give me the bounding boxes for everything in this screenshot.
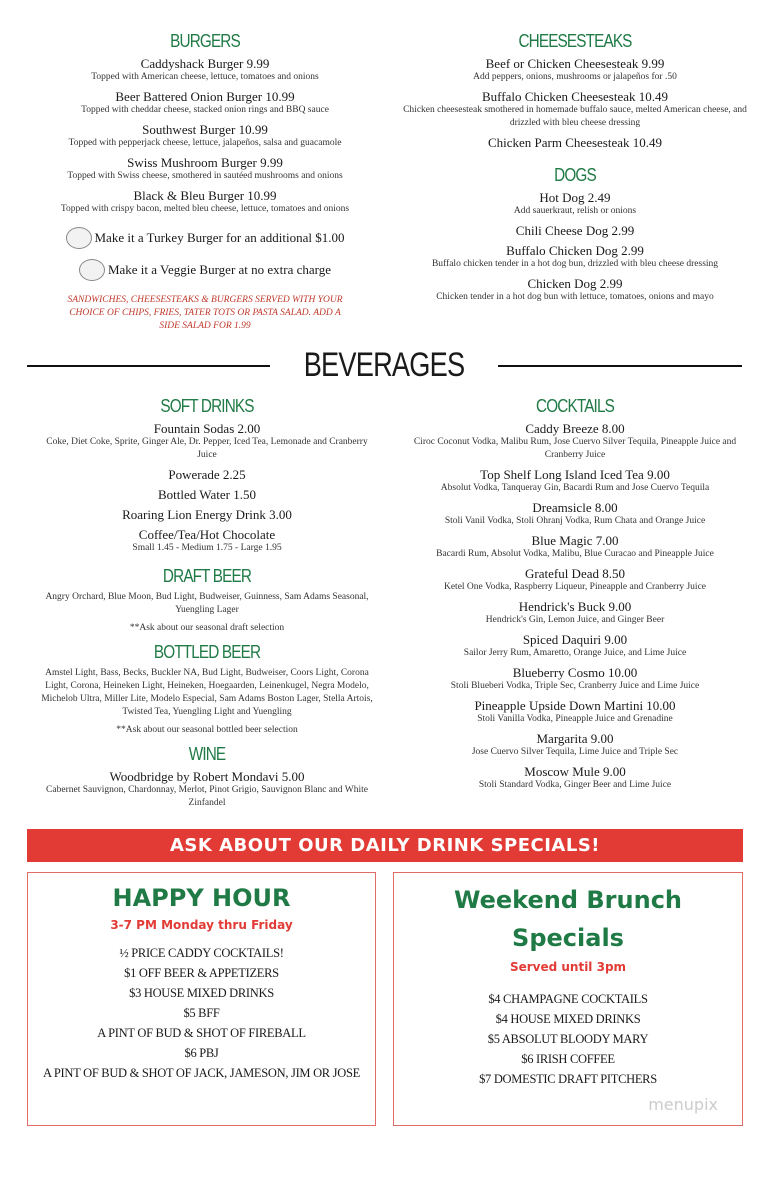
bottled-beer-section: [37, 641, 377, 737]
section-title: BURGERS: [170, 31, 240, 51]
item-name: Buffalo Chicken Cheesesteak 10.49: [481, 89, 669, 104]
item-description: Chicken cheesesteak smothered in homemade buffalo sauce, melted American cheese, and drizzled with bleu cheese dressing: [403, 105, 747, 128]
item-description: Topped with cheddar cheese, stacked onion rings and BBQ sauce: [81, 105, 329, 115]
happy-hour-box: [27, 872, 376, 1126]
divider-right: [498, 365, 742, 367]
burgers-section: [20, 30, 390, 333]
brunch-box: [393, 872, 743, 1126]
item-description: Amstel Light, Bass, Becks, Buckler NA, Bud Light, Budweiser, Coors Light, Corona Light, Corona, Heineken Light, Heineken, Hoegaarden, Leinenkugel, Negra Modelo, Michelob Ultra, Miller Lite, Modelo Especial, Sam Adams Boston Lager, Stella Artois, Twisted Tea, Yuengling Light and Yuengling: [41, 668, 373, 717]
wine-section: [37, 743, 377, 810]
section-title: WINE: [188, 744, 226, 764]
menu-item: [405, 731, 745, 759]
food-right-column: [400, 30, 750, 309]
turkey-icon: [66, 227, 92, 249]
menu-item: [405, 599, 745, 627]
item-name: Swiss Mushroom Burger 9.99: [127, 155, 283, 170]
item-name: Margarita 9.00: [536, 731, 614, 746]
item-description: Jose Cuervo Silver Tequila, Lime Juice and Triple Sec: [471, 747, 679, 757]
turkey-text: Make it a Turkey Burger for an additional $1.00: [94, 230, 345, 245]
item-description: Cabernet Sauvignon, Chardonnay, Merlot, Pinot Grigio, Sauvignon Blanc and White Zinfandel: [46, 785, 368, 808]
item-description: Bacardi Rum, Absolut Vodka, Malibu, Blue Curacao and Pineapple Juice: [436, 549, 714, 559]
menu-item: [20, 89, 390, 117]
item-name: Fountain Sodas 2.00: [153, 421, 261, 436]
menu-item: [405, 566, 745, 594]
item-description: Stoli Standard Vodka, Ginger Beer and Lime Juice: [478, 780, 672, 790]
special-line: $6 PBJ: [184, 1046, 219, 1060]
menu-item: [400, 190, 750, 218]
menu-item: [400, 56, 750, 84]
brunch-title: Weekend Brunch Specials: [454, 886, 682, 952]
menu-item: [405, 421, 745, 462]
menu-item: [37, 527, 377, 555]
item-name: Moscow Mule 9.00: [524, 764, 626, 779]
menu-item: [405, 533, 745, 561]
vegetables-icon: [79, 259, 105, 281]
special-line: $6 IRISH COFFEE: [521, 1052, 615, 1066]
beverages-title: BEVERAGES: [303, 346, 465, 384]
menu-item: [400, 243, 750, 271]
food-area: [0, 0, 768, 333]
item-description: Sailor Jerry Rum, Amaretto, Orange Juice, and Lime Juice: [463, 648, 687, 658]
specials-boxes: [27, 872, 768, 1126]
item-name: Blueberry Cosmo 10.00: [512, 665, 638, 680]
beverages-area: [0, 395, 768, 815]
menu-item: [20, 56, 390, 84]
item-name: Chicken Dog 2.99: [527, 276, 623, 291]
item-name: Roaring Lion Energy Drink 3.00: [122, 507, 292, 522]
special-line: $4 CHAMPAGNE COCKTAILS: [488, 992, 648, 1006]
menu-item: [405, 665, 745, 693]
menu-item: [405, 467, 745, 495]
item-name: Beef or Chicken Cheesesteak 9.99: [485, 56, 665, 71]
item-description: Small 1.45 - Medium 1.75 - Large 1.95: [132, 543, 282, 553]
item-name: Caddyshack Burger 9.99: [140, 56, 270, 71]
menu-item: [37, 724, 377, 737]
special-line: A PINT OF BUD & SHOT OF JACK, JAMESON, JIM OR JOSE: [43, 1066, 360, 1080]
item-name: Hendrick's Buck 9.00: [518, 599, 632, 614]
item-description: Stoli Vanilla Vodka, Pineapple Juice and Grenadine: [477, 714, 673, 724]
veggie-text: Make it a Veggie Burger at no extra charge: [107, 262, 332, 277]
item-description: Add sauerkraut, relish or onions: [513, 206, 637, 216]
special-line: ½ PRICE CADDY COCKTAILS!: [119, 946, 284, 960]
section-title: DRAFT BEER: [162, 566, 252, 586]
menu-item: [20, 155, 390, 183]
section-title: COCKTAILS: [536, 396, 614, 416]
item-description: **Ask about our seasonal draft selection: [129, 623, 285, 633]
item-name: Buffalo Chicken Dog 2.99: [506, 243, 644, 258]
cheesesteaks-section: [400, 30, 750, 150]
special-line: $1 OFF BEER & APPETIZERS: [124, 966, 279, 980]
item-name: Southwest Burger 10.99: [142, 122, 268, 137]
item-name: Beer Battered Onion Burger 10.99: [115, 89, 295, 104]
menu-item: [37, 769, 377, 810]
item-description: Ciroc Coconut Vodka, Malibu Rum, Jose Cuervo Silver Tequila, Pineapple Juice and Cranberry Juice: [413, 437, 737, 460]
menu-item: [400, 223, 750, 238]
menu-item: [37, 421, 377, 462]
item-description: Topped with Swiss cheese, smothered in sautéed mushrooms and onions: [67, 171, 343, 181]
dogs-section: [400, 164, 750, 304]
section-title: DOGS: [554, 165, 596, 185]
item-description: **Ask about our seasonal bottled beer selection: [116, 725, 298, 735]
item-description: Add peppers, onions, mushrooms or jalapeños for .50: [473, 72, 677, 82]
sides-note: SANDWICHES, CHEESESTEAKS & BURGERS SERVED WITH YOUR CHOICE OF CHIPS, FRIES, TATER TOTS OR PASTA SALAD. ADD A SIDE SALAD FOR 1.99: [67, 295, 343, 331]
item-description: Topped with pepperjack cheese, lettuce, jalapeños, salsa and guacamole: [68, 138, 342, 148]
draft-beer-section: [37, 565, 377, 635]
special-line: $3 HOUSE MIXED DRINKS: [129, 986, 274, 1000]
special-line: $5 ABSOLUT BLOODY MARY: [487, 1032, 649, 1046]
cocktails-section: [405, 395, 745, 792]
item-description: Chicken tender in a hot dog bun with lettuce, tomatoes, onions and mayo: [436, 292, 714, 302]
turkey-burger-option: [20, 222, 390, 254]
item-name: Powerade 2.25: [168, 467, 246, 482]
menu-item: [20, 188, 390, 216]
happy-hour-subtitle: 3-7 PM Monday thru Friday: [110, 918, 293, 932]
item-description: Ketel One Vodka, Raspberry Liqueur, Pineapple and Cranberry Juice: [443, 582, 707, 592]
happy-hour-title: HAPPY HOUR: [112, 884, 291, 912]
menu-item: [400, 276, 750, 304]
item-description: Buffalo chicken tender in a hot dog bun, drizzled with bleu cheese dressing: [431, 259, 719, 269]
daily-specials-banner: ASK ABOUT OUR DAILY DRINK SPECIALS!: [27, 829, 743, 862]
item-name: Caddy Breeze 8.00: [525, 421, 625, 436]
section-title: BOTTLED BEER: [153, 642, 261, 662]
watermark: menupix: [648, 1095, 718, 1114]
menu-item: [37, 507, 377, 522]
menu-item: [37, 667, 377, 719]
item-description: Topped with American cheese, lettuce, tomatoes and onions: [91, 72, 319, 82]
menu-item: [20, 122, 390, 150]
menu-item: [37, 487, 377, 502]
menu-item: [405, 698, 745, 726]
item-name: Grateful Dead 8.50: [525, 566, 625, 581]
item-name: Blue Magic 7.00: [531, 533, 619, 548]
menu-item: [405, 500, 745, 528]
beverages-header: [0, 343, 768, 395]
special-line: $5 BFF: [183, 1006, 220, 1020]
beverages-right-column: [405, 395, 745, 797]
veggie-burger-option: [20, 254, 390, 286]
brunch-subtitle: Served until 3pm: [509, 960, 627, 974]
item-name: Top Shelf Long Island Iced Tea 9.00: [480, 467, 670, 482]
special-line: A PINT OF BUD & SHOT OF FIREBALL: [97, 1026, 306, 1040]
menu-item: [405, 632, 745, 660]
item-description: Stoli Vanil Vodka, Stoli Ohranj Vodka, Rum Chata and Orange Juice: [444, 516, 706, 526]
item-description: Hendrick's Gin, Lemon Juice, and Ginger Beer: [485, 615, 665, 625]
item-name: Spiced Daquiri 9.00: [522, 632, 628, 647]
item-name: Black & Bleu Burger 10.99: [133, 188, 277, 203]
section-title: CHEESESTEAKS: [518, 31, 632, 51]
special-line: $4 HOUSE MIXED DRINKS: [495, 1012, 641, 1026]
menu-item: [37, 591, 377, 617]
item-name: Chili Cheese Dog 2.99: [515, 223, 635, 238]
item-description: Topped with crispy bacon, melted bleu cheese, lettuce, tomatoes and onions: [60, 204, 350, 214]
menu-item: [405, 764, 745, 792]
item-name: Dreamsicle 8.00: [532, 500, 618, 515]
soft-drinks-section: [37, 395, 377, 555]
item-description: Absolut Vodka, Tanqueray Gin, Bacardi Rum and Jose Cuervo Tequila: [440, 483, 710, 493]
item-description: Stoli Blueberi Vodka, Triple Sec, Cranberry Juice and Lime Juice: [450, 681, 700, 691]
item-description: Angry Orchard, Blue Moon, Bud Light, Budweiser, Guinness, Sam Adams Seasonal, Yuengling Lager: [45, 592, 369, 615]
item-name: Bottled Water 1.50: [157, 487, 256, 502]
item-name: Chicken Parm Cheesesteak 10.49: [487, 135, 662, 150]
item-description: Coke, Diet Coke, Sprite, Ginger Ale, Dr. Pepper, Iced Tea, Lemonade and Cranberry Juice: [46, 437, 368, 460]
food-left-column: [20, 30, 390, 333]
menu-item: [37, 467, 377, 482]
menu-item: [400, 135, 750, 150]
menu-item: [37, 622, 377, 635]
menu-item: [400, 89, 750, 130]
item-name: Woodbridge by Robert Mondavi 5.00: [109, 769, 305, 784]
item-name: Coffee/Tea/Hot Chocolate: [138, 527, 276, 542]
special-line: $7 DOMESTIC DRAFT PITCHERS: [479, 1072, 657, 1086]
item-name: Pineapple Upside Down Martini 10.00: [474, 698, 676, 713]
beverages-left-column: [37, 395, 377, 815]
item-name: Hot Dog 2.49: [539, 190, 611, 205]
happy-hour-list: [32, 943, 371, 1083]
section-title: SOFT DRINKS: [160, 396, 254, 416]
brunch-list: [398, 989, 738, 1089]
